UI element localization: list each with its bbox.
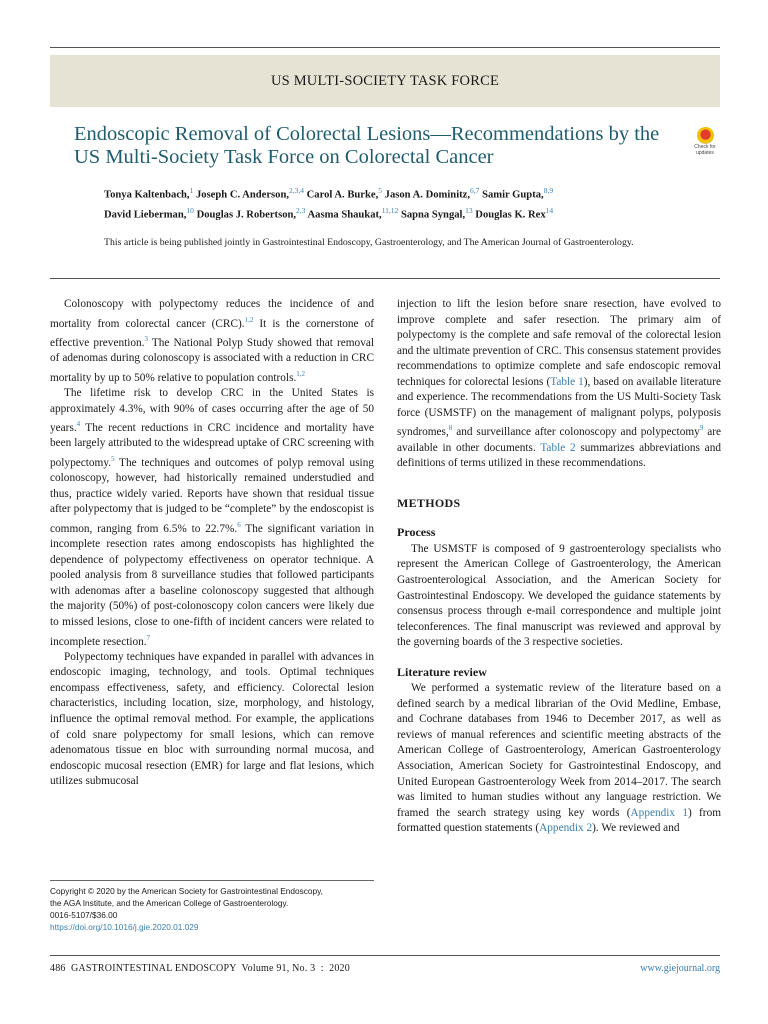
crossmark-badge[interactable]: [690, 127, 720, 161]
citation[interactable]: 1,2: [244, 315, 254, 324]
citation[interactable]: 9: [699, 424, 704, 433]
author-name: Carol A. Burke,: [306, 189, 379, 201]
header-divider: [50, 278, 720, 279]
author-name: Sapna Syngal,: [400, 209, 466, 221]
author-name: Jason A. Dominitz,: [384, 189, 471, 201]
appendix-2-link[interactable]: Appendix 2: [539, 822, 593, 835]
intro-continuation: injection to lift the lesion before snare resection, have evolved to improve complete and safer resection. The primary aim of polypectomy is the complete and safe removal of the colorectal lesion and the ultimate prevention of CRC. This consensus statement provides recommendations to optimize complete and safe endoscopic removal techniques for colorectal lesions (Table 1), based on available literature and experience. The recommendations from the US Multi-Society Task force (USMSTF) on the management of malignant polyps, polyposis syndromes,$^8$ and surveillance after colonoscopy and polypectomy$^9$ are available in other documents. Table 2 summarizes abbreviations and definitions of terms utilized in these recommendations.: [397, 298, 721, 470]
author-affiliation[interactable]: 5: [378, 186, 383, 195]
author-affiliation[interactable]: 2,3,4: [288, 186, 304, 195]
page-footer-citation: 486 GASTROINTESTINAL ENDOSCOPY Volume 91, No. 3 : 2020: [50, 963, 350, 974]
author-name: Aasma Shaukat,: [307, 209, 382, 221]
author-name: Joseph C. Anderson,: [195, 189, 289, 201]
left-column: [50, 297, 374, 790]
top-rule: [50, 47, 720, 48]
footer-divider: [50, 955, 720, 956]
doi-link[interactable]: https://doi.org/10.1016/j.gie.2020.01.029: [50, 922, 199, 932]
citation[interactable]: 3: [144, 334, 149, 343]
journal-url-link[interactable]: www.giejournal.org: [640, 963, 720, 974]
author-affiliation[interactable]: 11,12: [381, 205, 399, 215]
copyright-divider: [50, 880, 374, 881]
section-banner: US MULTI-SOCIETY TASK FORCE: [50, 55, 720, 107]
citation[interactable]: 6: [237, 520, 241, 529]
methods-heading: METHODS: [397, 495, 461, 510]
citation[interactable]: 4: [76, 420, 81, 429]
right-column: [397, 297, 721, 837]
author-affiliation[interactable]: 8,9: [543, 186, 554, 195]
crossmark-icon: [697, 127, 714, 144]
intro-paragraph-2: The lifetime risk to develop CRC in the United States is approximately 4.3%, with 90% of cases occurring after the age of 50 years.$^4$ The recent reductions in CRC incidence and mortality have been largely attributed to the widespread uptake of CRC screening with polypectomy.$^5$ The techniques and outcomes of polyp removal using colonoscopy, however, had historically remained understudied and thus, practice widely varied. Reports have shown that residual tissue after polypectomy that is judged to be “complete” by the endoscopist is common, ranging from 6.5% to 22.7%.$^6$ The significant variation in incomplete resection rates among endoscopists has highlighted the dependence of polypectomy effectiveness on operator technique. A pooled analysis from 8 surveillance studies that followed participants with adenomas after a baseline colonoscopy suggested that although the majority (50%) of post-colonoscopy colon cancers were likely due to missed lesions, close to one-fifth of incident cancers were related to incomplete resection.$^7$: [50, 387, 375, 648]
citation[interactable]: 7: [146, 633, 151, 642]
intro-paragraph-3: Polypectomy techniques have expanded in parallel with advances in endoscopic imaging, technology, and tools. Optimal techniques encompass effectiveness, safety, and efficiency. Colorectal lesion characteristics, including location, size, morphology, and histology, influence the optimal removal method. For example, the applications of cold snare polypectomy for small lesions, which can remove adenomatous tissue en bloc with surrounding normal mucosa, and endoscopic mucosal resection (EMR) for large and flat lesions, which utilizes submucosal: [50, 650, 374, 788]
author-affiliation[interactable]: 1: [189, 186, 194, 195]
author-affiliation[interactable]: 13: [465, 205, 473, 215]
citation[interactable]: 8: [448, 424, 453, 433]
author-affiliation[interactable]: 6,7: [470, 186, 480, 195]
author-affiliation[interactable]: 10: [186, 205, 194, 215]
author-affiliation[interactable]: 14: [545, 205, 554, 215]
citation[interactable]: 1,2: [296, 369, 306, 378]
literature-review-heading: Literature review: [397, 664, 487, 679]
copyright-block: Copyright © 2020 by the American Society for Gastrointestinal Endoscopy, the AGA Institute, and the American College of Gastroenterology. 0016-5107/$36.00 https://doi.org/10.1016/j.gie.2020.01.029: [50, 886, 323, 932]
author-affiliation[interactable]: 2,3: [296, 205, 306, 215]
citation[interactable]: 5: [111, 454, 115, 463]
appendix-1-link[interactable]: Appendix 1: [630, 806, 688, 819]
process-paragraph: The USMSTF is composed of 9 gastroenterology specialists who represent the American College of Gastroenterology, the American Gastroenterological Association, and the American Society for Gastrointestinal Endoscopy. We developed the guidance statements by consensus process through e-mail correspondence and multiple joint teleconferences. The final manuscript was reviewed and approval by the governing boards of the 3 respective societies.: [397, 542, 721, 649]
author-name: Samir Gupta,: [482, 189, 544, 201]
article-title: Endoscopic Removal of Colorectal Lesions—Recommendations by the US Multi-Society Task Force on Colorectal Cancer: [74, 123, 660, 168]
process-heading: Process: [397, 525, 436, 540]
author-name: David Lieberman,: [104, 209, 187, 221]
table-2-link[interactable]: Table 2: [540, 441, 576, 454]
crossmark-label: Check for updates: [694, 144, 716, 156]
author-name: Tonya Kaltenbach,: [104, 189, 190, 201]
table-1-link[interactable]: Table 1: [550, 375, 584, 388]
author-name: Douglas K. Rex: [475, 209, 546, 221]
literature-review-paragraph: We performed a systematic review of the literature based on a defined search by a medical librarian of the Ovid Medline, Embase, and Cochrane databases from 1946 to December 2017, as well as reviews of manual references and scientific meeting abstracts of the American College of Gastroenterology, American Gastroenterology Association, American Society for Gastrointestinal Endoscopy, and United European Gastroenterology Week from 2014–2017. The search was limited to human studies without any language restriction. We framed the search strategy using key words (Appendix 1) from formatted question statements (Appendix 2). We reviewed and: [397, 682, 721, 835]
intro-paragraph-1: Colonoscopy with polypectomy reduces the incidence of and mortality from colorectal cancer (CRC).$^{1,2}$ It is the cornerstone of effective prevention.$^3$ The National Polyp Study showed that removal of adenomas during colonoscopy is associated with a reduction in CRC mortality by up to 50% relative to population controls.$^{1,2}$: [50, 298, 375, 384]
author-list: [104, 183, 704, 222]
joint-publication-note: This article is being published jointly in Gastrointestinal Endoscopy, Gastroenterology, and The American Journal of Gastroenterology.: [104, 237, 634, 248]
author-name: Douglas J. Robertson,: [196, 209, 297, 221]
